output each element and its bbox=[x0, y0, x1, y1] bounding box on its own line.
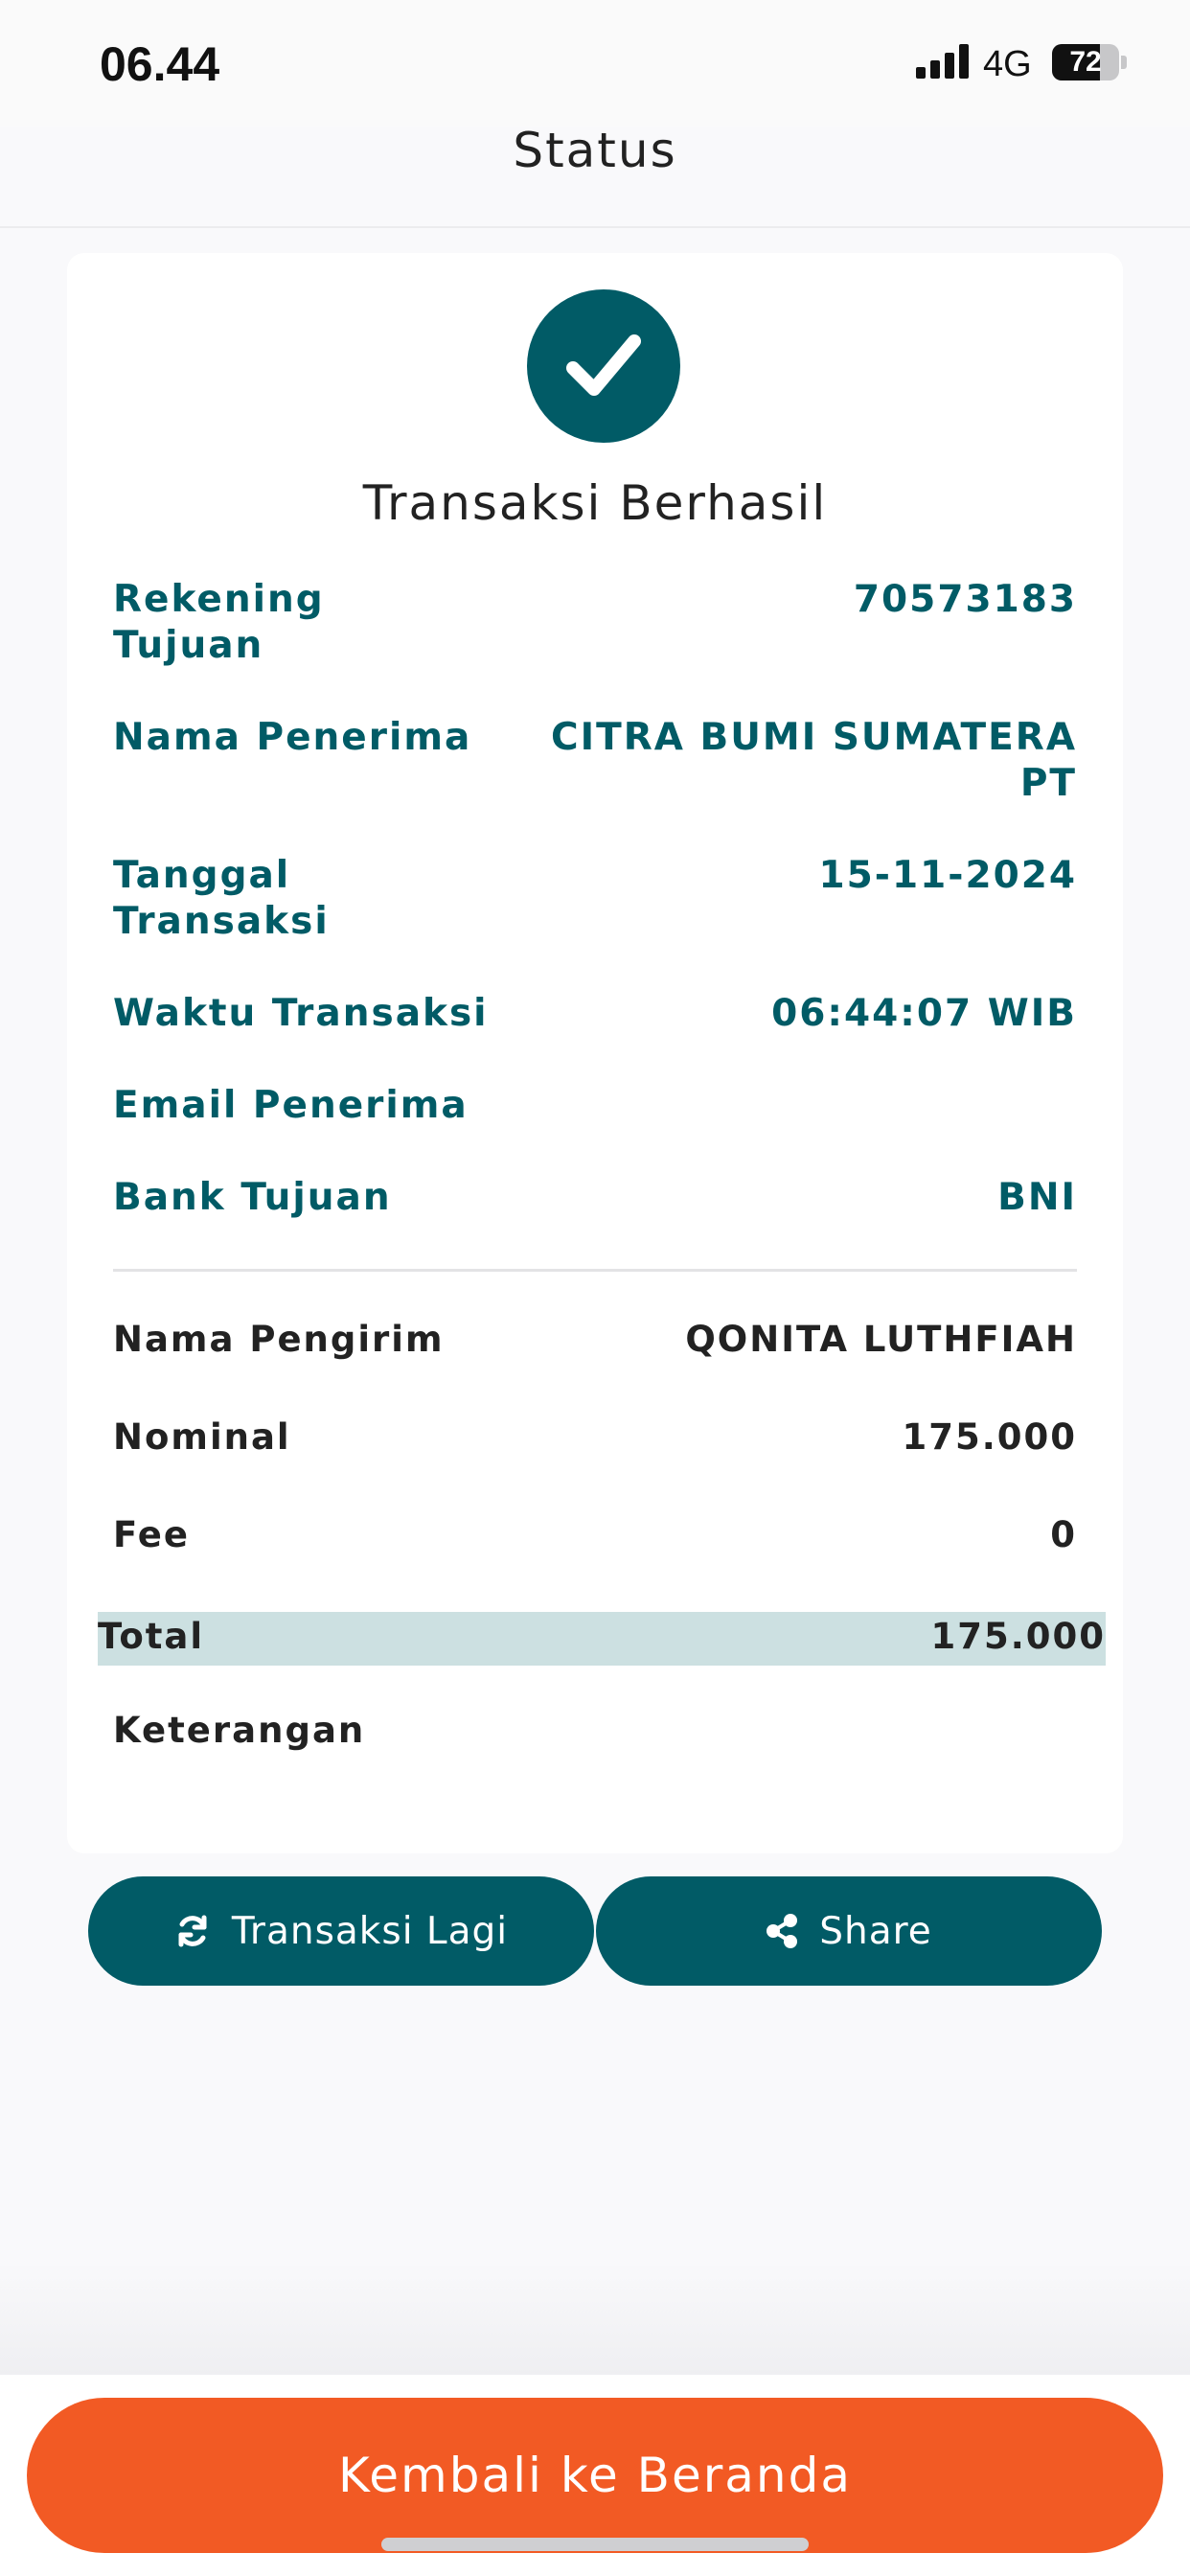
share-label: Share bbox=[819, 1909, 932, 1953]
pengirim-label: Nama Pengirim bbox=[113, 1319, 445, 1360]
total-label: Total bbox=[98, 1616, 205, 1657]
signal-icon bbox=[916, 44, 970, 79]
email-label: Email Penerima bbox=[113, 1084, 469, 1127]
battery-cap bbox=[1121, 56, 1127, 69]
rekening-value: 70573183 bbox=[853, 578, 1077, 621]
transaksi-lagi-label: Transaksi Lagi bbox=[231, 1909, 509, 1953]
battery-percent: 72 bbox=[1069, 46, 1102, 78]
page-title: Status bbox=[513, 123, 677, 178]
nama-penerima-label: Nama Penerima bbox=[113, 716, 472, 759]
waktu-label: Waktu Transaksi bbox=[113, 992, 489, 1035]
transaksi-lagi-button[interactable] bbox=[88, 1876, 594, 1986]
waktu-value: 06:44:07 WIB bbox=[771, 992, 1077, 1035]
rekening-label: Rekening Tujuan bbox=[113, 578, 325, 667]
check-icon bbox=[527, 289, 680, 443]
summary-row-total bbox=[98, 1612, 1106, 1666]
nama-penerima-value: CITRA BUMI SUMATERA PT bbox=[551, 716, 1077, 805]
total-value: 175.000 bbox=[930, 1616, 1106, 1657]
refresh-icon bbox=[174, 1913, 211, 1949]
keterangan-label: Keterangan bbox=[113, 1710, 366, 1751]
pengirim-value: QONITA LUTHFIAH bbox=[685, 1319, 1077, 1360]
header-divider bbox=[0, 226, 1190, 228]
share-button[interactable] bbox=[596, 1876, 1102, 1986]
status-bar bbox=[0, 0, 1190, 126]
transaction-card bbox=[67, 253, 1123, 1853]
tanggal-label: Tanggal Transaksi bbox=[113, 854, 330, 943]
home-indicator bbox=[381, 2538, 809, 2551]
status-time: 06.44 bbox=[100, 37, 220, 91]
nominal-value: 175.000 bbox=[902, 1416, 1077, 1458]
battery-icon bbox=[1052, 44, 1119, 80]
fee-value: 0 bbox=[1050, 1514, 1077, 1555]
tanggal-value: 15-11-2024 bbox=[818, 854, 1077, 897]
network-type: 4G bbox=[983, 44, 1032, 84]
nominal-label: Nominal bbox=[113, 1416, 291, 1458]
section-divider bbox=[113, 1269, 1077, 1272]
fee-label: Fee bbox=[113, 1514, 190, 1555]
bank-label: Bank Tujuan bbox=[113, 1176, 392, 1219]
success-title: Transaksi Berhasil bbox=[362, 475, 828, 531]
home-button[interactable]: Kembali ke Beranda bbox=[27, 2398, 1163, 2553]
bank-value: BNI bbox=[997, 1176, 1077, 1219]
bottom-fade bbox=[0, 2262, 1190, 2375]
share-icon bbox=[766, 1913, 798, 1949]
